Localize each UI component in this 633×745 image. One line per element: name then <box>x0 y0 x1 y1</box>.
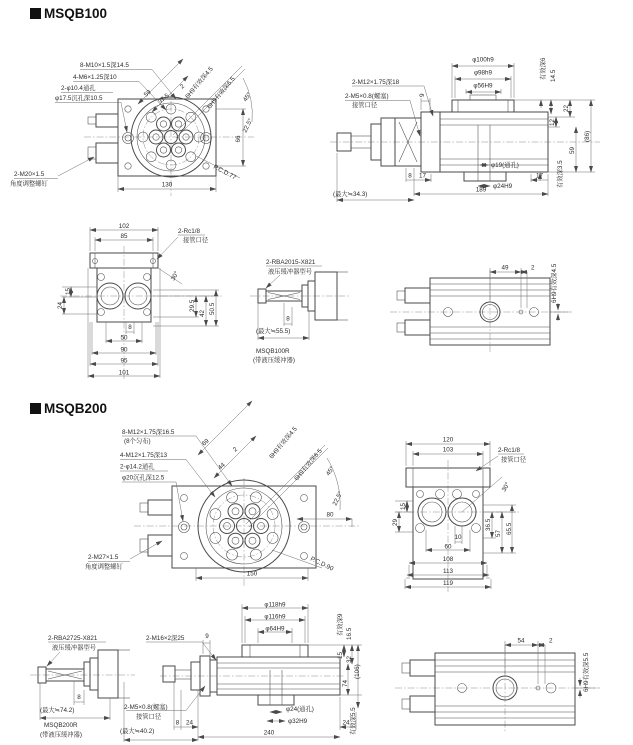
damper200-dim-8: 8 <box>77 694 81 701</box>
plan200-angle-45: 45° <box>324 465 336 478</box>
front-angle-30: 30° <box>169 270 181 282</box>
damper200-model-callout: 2-RBA2725-X821 <box>48 635 98 642</box>
front-dim-50-5: 50.5 <box>209 302 216 315</box>
side200-dim-dia118: φ118h9 <box>264 601 286 609</box>
plan-groove-label-2: 6H9有效深6.5 <box>206 75 237 111</box>
side200-dim-15: 15 <box>337 651 344 659</box>
side200-dim-74: 74 <box>342 679 349 687</box>
plan200-dim-80: 80 <box>326 511 334 519</box>
side-dim-17-left: 17 <box>418 172 427 180</box>
side-depth6-label: 有效深6 <box>540 57 547 80</box>
front200-angle-30: 30° <box>500 481 512 493</box>
front200-port-size: 接管口径 <box>501 456 527 464</box>
front-dim-29-5: 29.5 <box>189 299 196 312</box>
msqb200-top-view <box>395 638 600 734</box>
plan200-callout-thru-hole: 2-φ14.2通孔 <box>120 463 155 471</box>
side-dim-189: 189 <box>475 186 487 194</box>
damper200-caption-2: (带液压缓冲器) <box>40 731 82 739</box>
front-dim-24: 24 <box>57 301 64 309</box>
side200-dim-24-left: 24 <box>185 719 194 727</box>
side-dim-dia98: φ98h9 <box>473 69 493 77</box>
msqb100-front-view <box>57 223 222 380</box>
msqb100-title: MSQB100 <box>44 6 108 21</box>
plan200-callout-8-m12-note: (8个匀布) <box>124 438 151 445</box>
plan-dim-59: 59 <box>142 88 153 99</box>
plan-geometry <box>84 92 254 196</box>
front-geometry <box>60 246 222 380</box>
front200-dim-113: 113 <box>442 568 454 575</box>
side-dim-17-right: 17 <box>535 172 544 180</box>
side200-depth55-label: 有效深5.5 <box>350 707 357 735</box>
front200-dim-57: 57 <box>495 529 502 537</box>
side200-callout-m16: 2-M16×2深25 <box>146 635 185 642</box>
plan200-dim-69: 69 <box>200 437 211 448</box>
damper100-model-note: 液压缓冲器型号 <box>268 268 313 276</box>
plan200-dimension-lines <box>88 401 352 581</box>
front-dim-101: 101 <box>118 369 130 377</box>
side200-max-label: (最大≒40.2) <box>120 728 155 735</box>
msqb200-front-view <box>392 437 527 593</box>
side-dim-8: 8 <box>408 172 412 180</box>
plan-callout-adjust-screw: 2-M20×1.5 <box>14 171 45 178</box>
plan200-callout-adjust-screw-2: 角度调整螺钉 <box>85 563 123 571</box>
side-callout-m12: 2-M12×1.75深18 <box>352 79 400 86</box>
side-dim-dia56: φ56H9 <box>473 82 493 90</box>
side-dim-22: 22 <box>563 104 570 112</box>
damper200-caption: MSQB200R <box>44 722 78 729</box>
plan-pcd-label: P.C.D.77 <box>212 163 238 182</box>
top200-geometry <box>395 645 600 733</box>
plan200-angle-22-5: 22.5° <box>331 490 345 507</box>
msqb100r-damper-view <box>250 259 350 364</box>
damper200-geometry <box>30 650 135 698</box>
top100-groove-label: 6H9有效深4.5 <box>551 263 558 303</box>
damper200-max-label: (最大≒74.2) <box>40 707 75 714</box>
top200-dim-2: 2 <box>549 637 553 645</box>
plan-dim-2: 2 <box>178 82 186 91</box>
front-dim-90: 90 <box>120 346 128 354</box>
side-dim-86: (86) <box>584 130 591 142</box>
side200-dim-dia116: φ116h9 <box>264 613 286 621</box>
side-max-label: (最大≒34.3) <box>333 191 368 198</box>
msqb200r-damper-view <box>30 635 135 739</box>
side200-dim-dia32: φ32H9 <box>288 718 308 725</box>
side200-callout-port-size: 接管口径 <box>136 713 162 721</box>
top100-geometry <box>390 270 572 352</box>
side200-dimension-lines <box>124 601 362 742</box>
side200-dim-dia24: φ24(通孔) <box>286 706 314 713</box>
side-dim-dia24: φ24H9 <box>493 183 513 190</box>
plan-callout-thru-hole: 2-φ10.4通孔 <box>61 85 96 92</box>
plan-dim-37-5: 37.5 <box>156 92 171 106</box>
front-dim-8: 8 <box>128 324 132 331</box>
top100-dim-49: 49 <box>501 264 509 272</box>
plan200-callout-4-m12: 4-M12×1.75深13 <box>120 452 168 459</box>
section-marker-icon <box>30 403 41 414</box>
front-dim-102: 102 <box>118 223 130 230</box>
msqb100-plan-view <box>10 59 254 196</box>
plan-dim-130: 130 <box>161 181 173 189</box>
plan200-callout-8-m12: 8-M12×1.75深16.5 <box>122 429 175 436</box>
plan-callout-4-m6: 4-M6×1.25深10 <box>73 74 117 81</box>
plan200-groove-label-1: 6H9有效深4.5 <box>268 425 299 461</box>
front-port-size: 接管口径 <box>183 237 209 244</box>
damper100-geometry <box>250 272 350 320</box>
front-dim-85: 85 <box>120 233 128 240</box>
side200-dim-106: (106) <box>354 664 361 679</box>
side-dim-dia100: φ100h9 <box>472 56 494 64</box>
plan200-callout-adjust-screw: 2-M27×1.5 <box>88 554 119 561</box>
section-marker-icon <box>30 8 41 19</box>
damper100-model-callout: 2-RBA2015-X821 <box>266 259 316 266</box>
side200-dim-9: 9 <box>205 633 209 640</box>
plan-dim-66: 66 <box>235 135 242 143</box>
msqb200-plan-view <box>85 401 360 586</box>
front200-dim-103: 103 <box>442 446 454 454</box>
damper200-model-note: 液压缓冲器型号 <box>52 644 97 652</box>
front200-dim-36-5: 36.5 <box>485 518 492 531</box>
top200-dim-54: 54 <box>517 637 525 645</box>
front-port-callout: 2-Rc1/8 <box>178 228 201 235</box>
msqb100-section-header <box>30 6 107 21</box>
front200-dim-108: 108 <box>442 556 454 563</box>
front-dim-95: 95 <box>120 357 128 365</box>
front200-dim-120: 120 <box>442 436 454 444</box>
side-dim-59: 59 <box>569 146 576 154</box>
damper100-caption-2: (带液压缓冲器) <box>253 357 295 364</box>
front200-dim-10: 10 <box>454 534 462 541</box>
plan-callout-8-m10: 8-M10×1.5深14.5 <box>80 62 129 69</box>
side-dim-14-5: 14.5 <box>550 69 557 82</box>
damper100-caption: MSQB100R <box>256 348 290 355</box>
front200-dim-60: 60 <box>444 543 452 551</box>
front-dim-15: 15 <box>65 287 72 295</box>
front200-dim-119: 119 <box>442 580 454 587</box>
plan200-pcd-label: P.C.D.90 <box>309 555 335 573</box>
plan-callout-counterbore: φ17.5沉孔深10.5 <box>55 95 103 102</box>
plan-angle-22-5: 22.5° <box>241 117 255 134</box>
msqb200-side-view <box>120 602 362 743</box>
side200-dim-dia64: φ64H9 <box>265 625 285 633</box>
side-callout-m5-plug: 2-M5×0.8(螺塞) <box>345 93 389 100</box>
side-depth35-label: 有效深3.5 <box>557 160 564 188</box>
side-callout-port-size: 接管口径 <box>352 102 378 109</box>
front200-port-callout: 2-Rc1/8 <box>498 447 521 454</box>
side200-dim-32: 32 <box>346 655 353 663</box>
msqb100-side-view <box>330 57 600 203</box>
plan-groove-label-1: 6H9有效深4.5 <box>184 65 215 101</box>
damper100-max-label: (最大≒55.5) <box>256 328 291 335</box>
plan200-dim-2: 2 <box>231 445 239 454</box>
side-dim-dia19: φ19(通孔) <box>491 162 519 169</box>
side200-dim-240: 240 <box>263 729 275 737</box>
plan-angle-45: 45° <box>241 91 253 104</box>
front200-dim-15: 15 <box>400 502 407 510</box>
front-dim-50: 50 <box>120 334 128 342</box>
msqb200-title: MSQB200 <box>44 401 108 416</box>
side-dim-12: 12 <box>549 118 556 126</box>
front-dim-42: 42 <box>199 309 206 317</box>
side200-depth9-label: 有效深9 <box>337 613 344 636</box>
side200-dim-8: 8 <box>175 719 180 727</box>
side-dim-9: 9 <box>419 93 426 97</box>
side200-callout-m5-plug: 2-M5×0.8(螺塞) <box>124 704 168 711</box>
plan200-dim-44: 44 <box>216 461 227 472</box>
msqb200-section-header <box>30 401 107 416</box>
top100-dim-2: 2 <box>531 264 535 272</box>
top200-groove-label: 6H9有效深5.5 <box>583 652 590 692</box>
plan200-dim-150: 150 <box>246 570 258 578</box>
front200-dim-65-5: 65.5 <box>506 522 513 535</box>
plan200-groove-label-2: 6H9有效深6.5 <box>293 447 324 483</box>
side200-dim-16-5: 16.5 <box>346 627 353 640</box>
front200-dim-29: 29 <box>392 518 399 526</box>
damper100-dim-8: 8 <box>286 315 290 323</box>
msqb100-top-view <box>390 263 572 352</box>
plan200-callout-counterbore: φ20沉孔深12.5 <box>122 474 165 482</box>
side200-geometry <box>160 645 345 705</box>
front200-geometry <box>395 460 520 592</box>
plan-callout-adjust-screw-2: 角度调整螺钉 <box>10 180 48 188</box>
side200-dim-24-right: 24 <box>342 719 350 727</box>
